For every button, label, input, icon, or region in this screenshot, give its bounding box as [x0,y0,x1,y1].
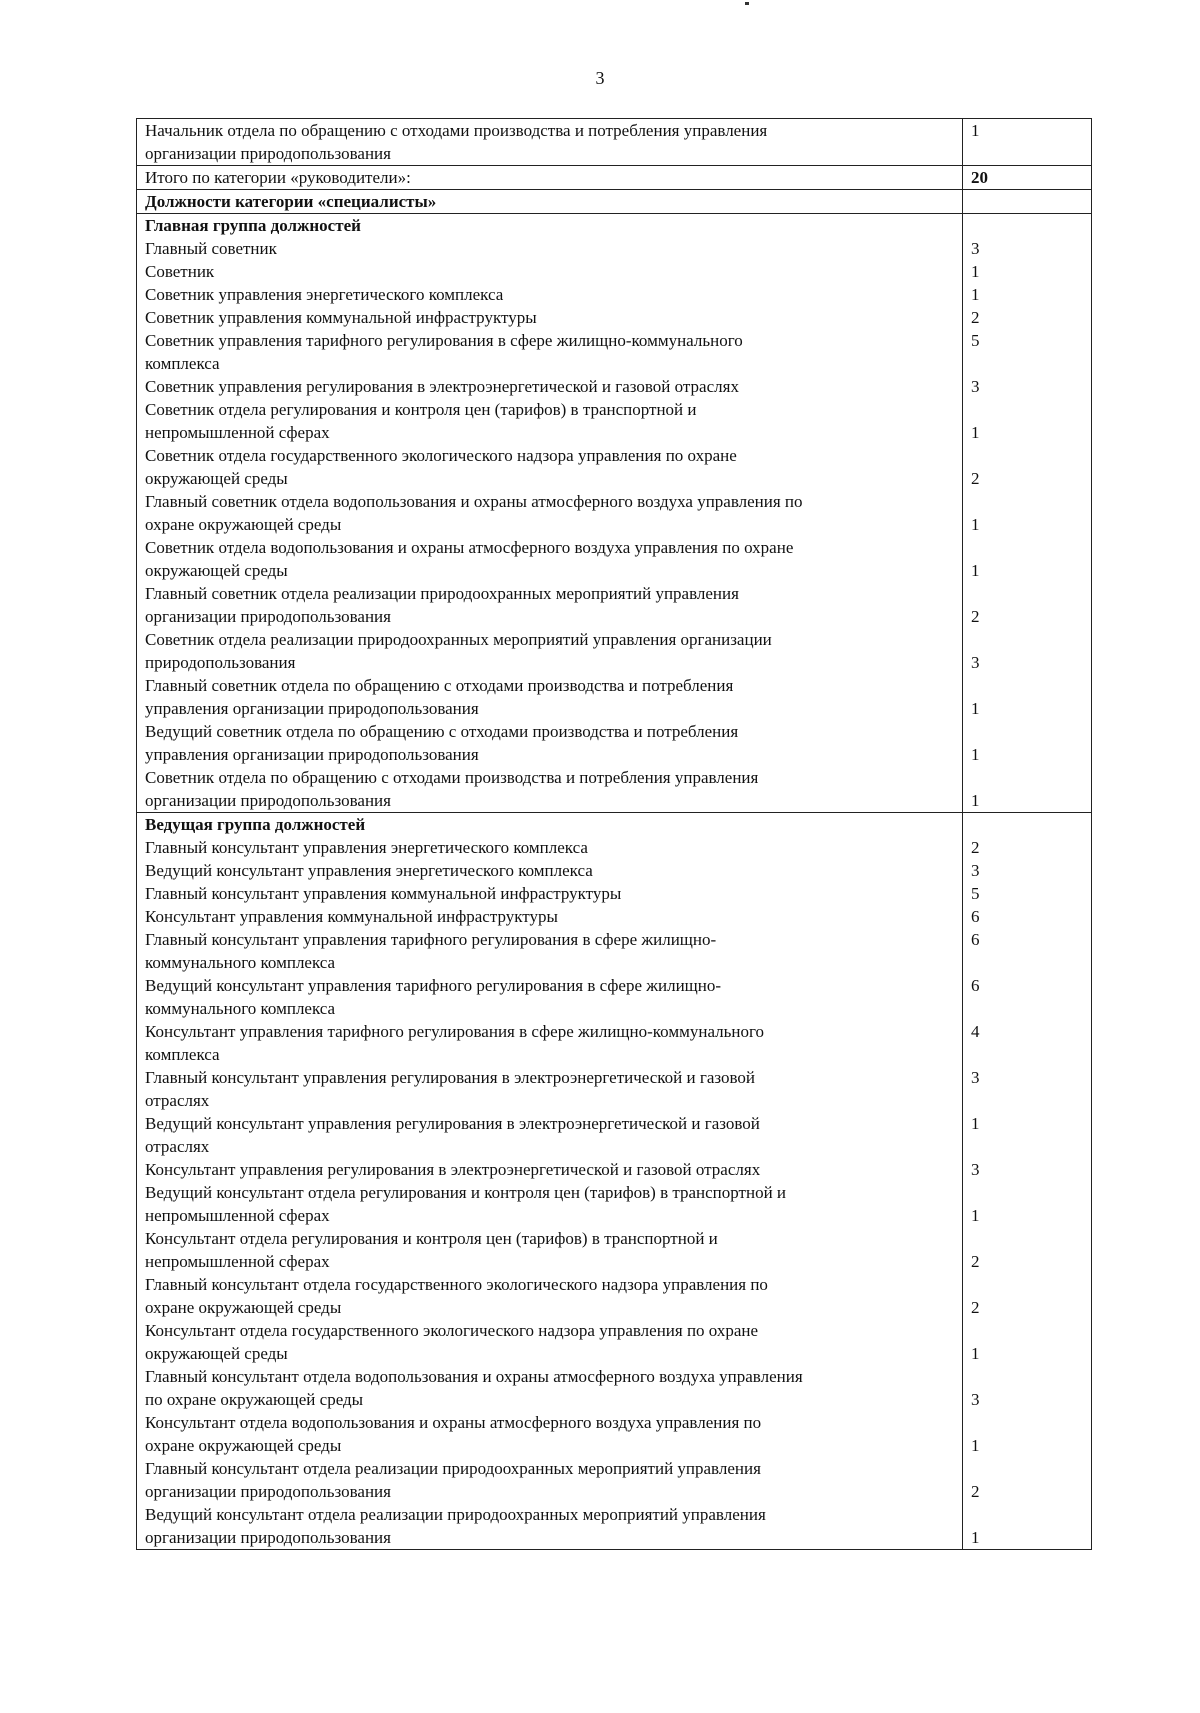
table-row [137,974,1092,1020]
table-row [137,444,1092,490]
position-count: 6 [963,974,1092,1020]
table-row [137,1158,1092,1181]
position-title: Советник управления коммунальной инфраструктуры [137,306,963,329]
position-count: 4 [963,1020,1092,1066]
table-row [137,1503,1092,1550]
position-count: 2 [963,1273,1092,1319]
position-title: Главный консультант управления регулирования в электроэнергетической и газовой отраслях [137,1066,963,1112]
position-count: 1 [963,1411,1092,1457]
position-count: 1 [963,1319,1092,1365]
section-title: Главная группа должностей [137,214,963,238]
position-count: 1 [963,490,1092,536]
table-row [137,1273,1092,1319]
position-title: Консультант отдела водопользования и охраны атмосферного воздуха управления по охране окружающей среды [137,1411,963,1457]
position-title: Советник [137,260,963,283]
table-row [137,1066,1092,1112]
position-title: Ведущий консультант управления энергетического комплекса [137,859,963,882]
position-title: Ведущий консультант отдела регулирования и контроля цен (тарифов) в транспортной и непромышленной сферах [137,1181,963,1227]
position-title: Главный консультант отдела водопользования и охраны атмосферного воздуха управления по охране окружающей среды [137,1365,963,1411]
table-row [137,1319,1092,1365]
position-count: 1 [963,720,1092,766]
table-row [137,1457,1092,1503]
position-title: Главный консультант управления коммунальной инфраструктуры [137,882,963,905]
position-title: Советник отдела реализации природоохранных мероприятий управления организации природопользования [137,628,963,674]
position-count: 3 [963,375,1092,398]
position-count: 1 [963,119,1092,166]
position-title: Главный консультант отдела реализации природоохранных мероприятий управления организации природопользования [137,1457,963,1503]
position-count: 1 [963,1181,1092,1227]
table-row [137,375,1092,398]
position-title: Итого по категории «руководители»: [137,166,963,190]
position-title: Главный советник [137,237,963,260]
position-count: 3 [963,1158,1092,1181]
table-row [137,720,1092,766]
position-title: Главный советник отдела водопользования и охраны атмосферного воздуха управления по охране окружающей среды [137,490,963,536]
position-count: 6 [963,905,1092,928]
position-count: 3 [963,237,1092,260]
position-title: Консультант управления тарифного регулирования в сфере жилищно-коммунального комплекса [137,1020,963,1066]
staff-table-body [137,119,1092,1550]
position-count: 1 [963,260,1092,283]
position-title: Главный консультант управления тарифного регулирования в сфере жилищно- коммунального комплекса [137,928,963,974]
position-count: 1 [963,1112,1092,1158]
position-title: Советник управления регулирования в электроэнергетической и газовой отраслях [137,375,963,398]
section-title: Должности категории «специалисты» [137,190,963,214]
table-row [137,237,1092,260]
position-count: 1 [963,1503,1092,1550]
table-row [137,398,1092,444]
position-title: Советник отдела водопользования и охраны атмосферного воздуха управления по охране окружающей среды [137,536,963,582]
table-section-header-row [137,813,1092,837]
position-title: Консультант отдела регулирования и контроля цен (тарифов) в транспортной и непромышленной сферах [137,1227,963,1273]
staff-positions-table [136,118,1092,1550]
position-count: 1 [963,283,1092,306]
table-section-header-row [137,190,1092,214]
table-section-header-row [137,214,1092,238]
position-title: Консультант управления регулирования в электроэнергетической и газовой отраслях [137,1158,963,1181]
position-title: Советник управления энергетического комплекса [137,283,963,306]
position-title: Главный советник отдела по обращению с отходами производства и потребления управления организации природопользования [137,674,963,720]
position-title: Консультант управления коммунальной инфраструктуры [137,905,963,928]
table-row [137,859,1092,882]
table-row [137,536,1092,582]
position-title: Начальник отдела по обращению с отходами производства и потребления управления организации природопользования [137,119,963,166]
position-count: 3 [963,1365,1092,1411]
table-row [137,306,1092,329]
position-count: 2 [963,1457,1092,1503]
table-row [137,490,1092,536]
position-title: Консультант отдела государственного экологического надзора управления по охране окружающей среды [137,1319,963,1365]
table-row [137,836,1092,859]
position-count: 3 [963,628,1092,674]
table-row [137,283,1092,306]
table-row [137,1181,1092,1227]
position-count: 5 [963,329,1092,375]
position-count: 2 [963,582,1092,628]
position-count: 2 [963,1227,1092,1273]
position-count: 3 [963,1066,1092,1112]
table-row [137,119,1092,166]
position-title: Ведущий консультант отдела реализации природоохранных мероприятий управления организации природопользования [137,1503,963,1550]
position-count: 1 [963,674,1092,720]
position-title: Ведущий консультант управления тарифного регулирования в сфере жилищно- коммунального комплекса [137,974,963,1020]
position-title: Советник управления тарифного регулирования в сфере жилищно-коммунального комплекса [137,329,963,375]
position-title: Главный консультант отдела государственного экологического надзора управления по охране окружающей среды [137,1273,963,1319]
position-count: 6 [963,928,1092,974]
position-title: Ведущий консультант управления регулирования в электроэнергетической и газовой отраслях [137,1112,963,1158]
table-row [137,882,1092,905]
position-count: 1 [963,766,1092,813]
position-count: 2 [963,836,1092,859]
table-total-row [137,166,1092,190]
table-row [137,1112,1092,1158]
table-row [137,260,1092,283]
total-count: 20 [963,166,1092,190]
position-title: Советник отдела регулирования и контроля цен (тарифов) в транспортной и непромышленной сферах [137,398,963,444]
section-title: Ведущая группа должностей [137,813,963,837]
table-row [137,766,1092,813]
table-row [137,1411,1092,1457]
table-row [137,1020,1092,1066]
position-count [963,190,1092,214]
table-row [137,582,1092,628]
table-row [137,628,1092,674]
position-count: 2 [963,444,1092,490]
position-count [963,214,1092,238]
position-count: 3 [963,859,1092,882]
position-title: Советник отдела государственного экологического надзора управления по охране окружающей среды [137,444,963,490]
table-row [137,1365,1092,1411]
position-title: Главный консультант управления энергетического комплекса [137,836,963,859]
table-row [137,674,1092,720]
scan-artifact [745,2,749,5]
position-title: Ведущий советник отдела по обращению с отходами производства и потребления управления организации природопользования [137,720,963,766]
table-row [137,329,1092,375]
position-count [963,813,1092,837]
position-count: 2 [963,306,1092,329]
position-title: Главный советник отдела реализации природоохранных мероприятий управления организации природопользования [137,582,963,628]
table-row [137,1227,1092,1273]
position-count: 1 [963,536,1092,582]
page-number: 3 [595,68,605,88]
position-count: 1 [963,398,1092,444]
table-row [137,905,1092,928]
table-row [137,928,1092,974]
position-count: 5 [963,882,1092,905]
position-title: Советник отдела по обращению с отходами производства и потребления управления организации природопользования [137,766,963,813]
